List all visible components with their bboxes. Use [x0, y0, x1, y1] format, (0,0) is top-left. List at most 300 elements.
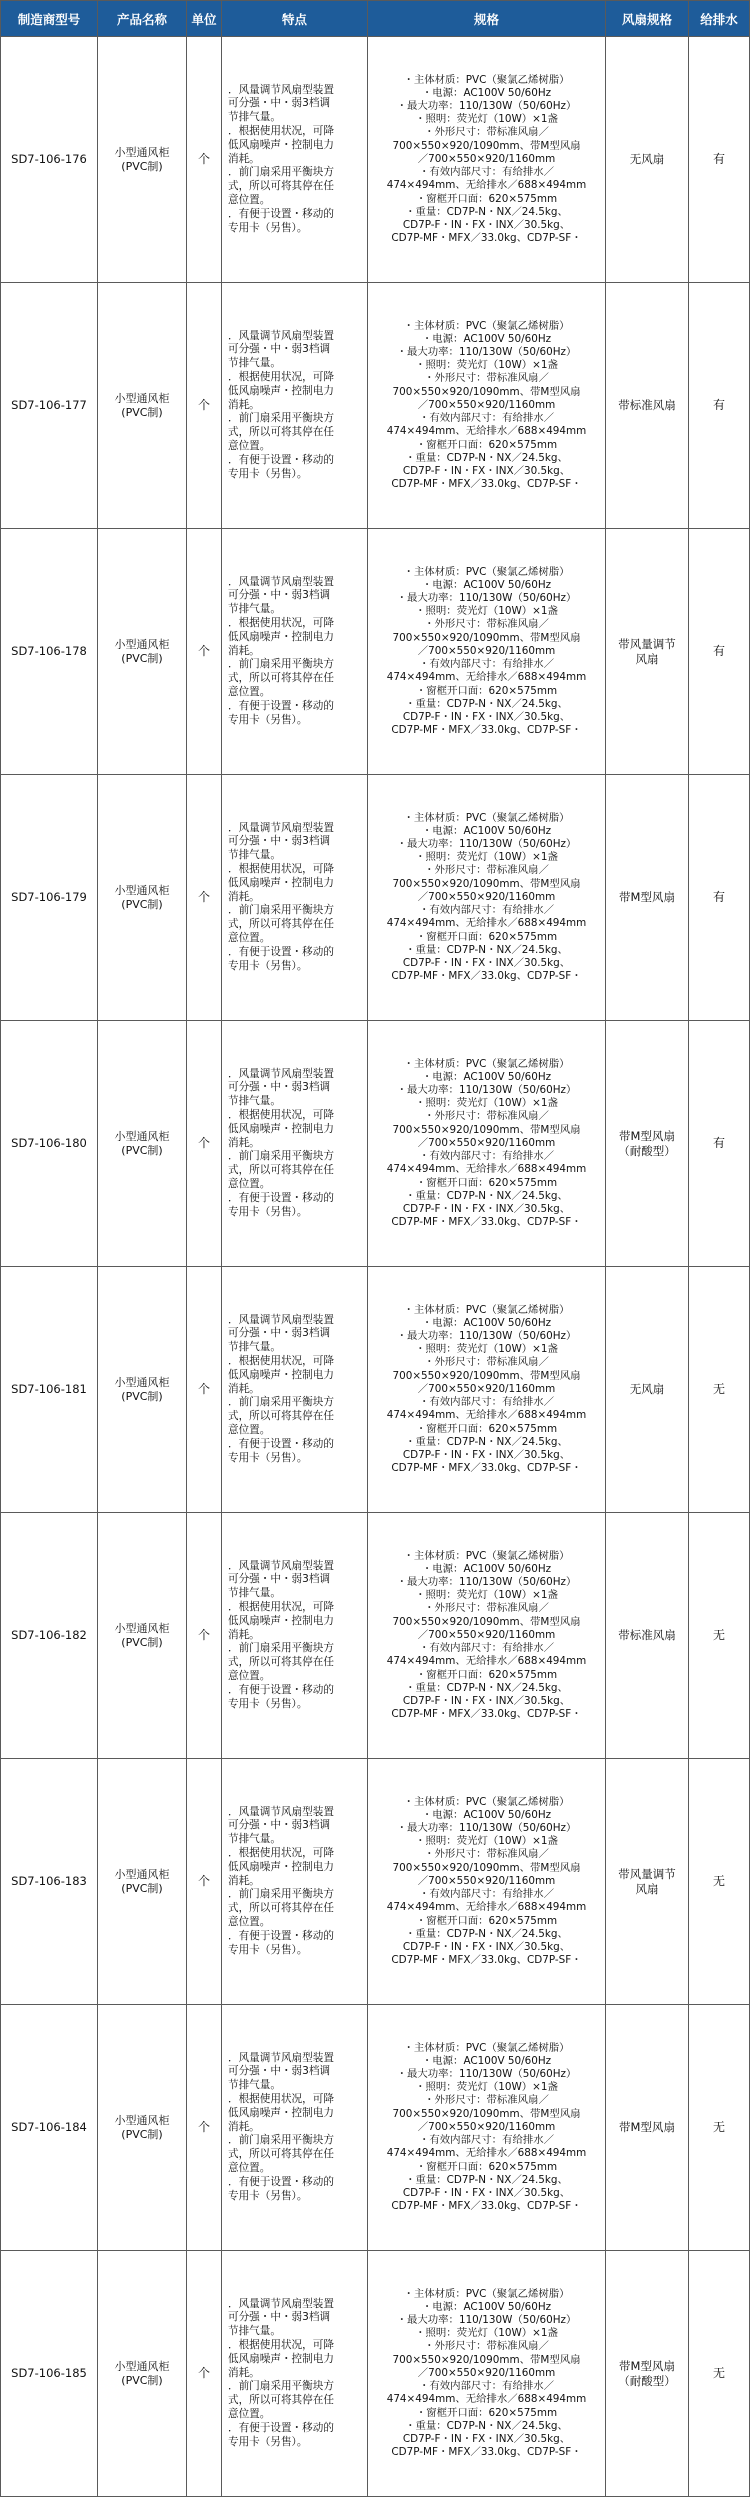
fan-spec-cell: [606, 2005, 689, 2251]
fan-spec-cell: [606, 1021, 689, 1267]
feature-line: 节排气量。: [228, 849, 281, 862]
feature-line: 可分强・中・弱3档调: [228, 97, 331, 110]
spec-line: ・电源：AC100V 50/60Hz: [421, 824, 552, 837]
spec-line: ・电源：AC100V 50/60Hz: [421, 1808, 552, 1821]
spec-line: ・外形尺寸：带标准风扇／: [424, 2094, 549, 2107]
feature-line: 专用卡（另售）。: [228, 1205, 308, 1218]
spec-line: CD7P-MF・MFX／33.0kg、CD7P-SF・: [391, 724, 582, 737]
features-cell: [222, 2005, 368, 2251]
spec-line: ・电源：AC100V 50/60Hz: [421, 1562, 552, 1575]
spec-line: 474×494mm、无给排水／688×494mm: [386, 1901, 587, 1914]
spec-line: ・最大功率：110/130W（50/60Hz）: [396, 1084, 577, 1097]
unit-cell: 个: [187, 2251, 222, 2497]
spec-line: ／700×550×920/1160mm: [417, 152, 556, 165]
feature-line: 低风扇噪声・控制电力: [228, 2106, 334, 2119]
spec-line: ・有效内部尺寸：有给排水／: [418, 2380, 555, 2393]
features-cell: [222, 2251, 368, 2497]
feature-line: ．根据使用状况，可降: [228, 1109, 334, 1121]
fan-spec-cell: [606, 1759, 689, 2005]
spec-line: ・电源：AC100V 50/60Hz: [421, 1070, 552, 1083]
spec-line: 474×494mm、无给排水／688×494mm: [386, 671, 587, 684]
feature-line: 消耗。: [228, 890, 260, 903]
model-cell: SD7-106-184: [1, 2005, 98, 2251]
spec-line: ／700×550×920/1160mm: [417, 2120, 556, 2133]
spec-line: ・有效内部尺寸：有给排水／: [418, 658, 555, 671]
model-cell: SD7-106-179: [1, 775, 98, 1021]
feature-line: ．前门扇采用平衡块方: [228, 1150, 334, 1163]
spec-line: ／700×550×920/1160mm: [417, 1382, 556, 1395]
spec-line: ・主体材质：PVC（聚氯乙烯树脂）: [403, 1795, 570, 1808]
unit-cell: 个: [187, 1759, 222, 2005]
specs-cell: [368, 775, 606, 1021]
spec-line: 474×494mm、无给排水／688×494mm: [386, 1655, 587, 1668]
header-unit: 单位: [187, 1, 222, 37]
unit-cell: 个: [187, 1021, 222, 1267]
specs-cell: [368, 37, 606, 283]
fan-spec-cell: [606, 1513, 689, 1759]
drain-cell: 无: [689, 2005, 750, 2251]
fan-spec-cell: [606, 283, 689, 529]
spec-line: ・电源：AC100V 50/60Hz: [421, 2300, 552, 2313]
model-cell: SD7-106-178: [1, 529, 98, 775]
spec-line: ・重量：CD7P-N・NX／24.5kg、: [405, 1927, 568, 1940]
spec-line: ・主体材质：PVC（聚氯乙烯树脂）: [403, 1303, 570, 1316]
spec-line: ・窗框开口面：620×575mm: [415, 930, 558, 943]
fan-spec-line: 带风量调节: [618, 636, 676, 651]
product-name-cell: [98, 2251, 187, 2497]
spec-line: ・有效内部尺寸：有给排水／: [418, 1396, 555, 1409]
product-name-line: (PVC制): [121, 2127, 163, 2141]
feature-line: ．有便于设置・移动的: [228, 2421, 334, 2434]
spec-line: ・有效内部尺寸：有给排水／: [418, 166, 555, 179]
feature-line: 式，所以可将其停在任: [228, 672, 334, 685]
spec-line: ／700×550×920/1160mm: [417, 398, 556, 411]
feature-line: 意位置。: [228, 1423, 271, 1436]
product-name-line: 小型通风柜: [114, 391, 170, 405]
spec-line: CD7P-MF・MFX／33.0kg、CD7P-SF・: [391, 970, 582, 983]
spec-line: 474×494mm、无给排水／688×494mm: [386, 1163, 587, 1176]
feature-line: ．根据使用状况，可降: [228, 617, 334, 629]
features-cell: [222, 37, 368, 283]
spec-line: CD7P-MF・MFX／33.0kg、CD7P-SF・: [391, 1954, 582, 1967]
spec-line: CD7P-MF・MFX／33.0kg、CD7P-SF・: [391, 478, 582, 491]
spec-line: ・外形尺寸：带标准风扇／: [424, 126, 549, 139]
feature-line: 可分强・中・弱3档调: [228, 1819, 331, 1832]
spec-line: CD7P-F・IN・FX・INX／30.5kg、: [402, 710, 571, 723]
table-header-row: [1, 1, 750, 37]
product-name-line: 小型通风柜: [114, 1375, 170, 1389]
spec-line: ／700×550×920/1160mm: [417, 1628, 556, 1641]
feature-line: 消耗。: [228, 152, 260, 165]
product-name-line: 小型通风柜: [114, 1867, 170, 1881]
spec-line: 700×550×920/1090mm、带M型风扇: [392, 385, 581, 398]
spec-line: ・窗框开口面：620×575mm: [415, 438, 558, 451]
feature-line: 消耗。: [228, 1136, 260, 1149]
spec-line: ・有效内部尺寸：有给排水／: [418, 1888, 555, 1901]
product-name-line: 小型通风柜: [114, 1621, 170, 1635]
feature-line: ．前门扇采用平衡块方: [228, 1642, 334, 1655]
product-name-cell: [98, 1267, 187, 1513]
fan-spec-line: 带M型风扇: [619, 890, 675, 904]
feature-line: 低风扇噪声・控制电力: [228, 1368, 334, 1381]
product-name-line: (PVC制): [121, 897, 163, 911]
feature-line: 意位置。: [228, 2161, 271, 2174]
spec-line: CD7P-F・IN・FX・INX／30.5kg、: [402, 218, 571, 231]
model-cell: SD7-106-176: [1, 37, 98, 283]
feature-line: ．前门扇采用平衡块方: [228, 412, 334, 425]
spec-line: CD7P-F・IN・FX・INX／30.5kg、: [402, 2186, 571, 2199]
spec-line: ・最大功率：110/130W（50/60Hz）: [396, 2068, 577, 2081]
product-name-line: (PVC制): [121, 651, 163, 665]
spec-line: 700×550×920/1090mm、带M型风扇: [392, 1123, 581, 1136]
spec-line: CD7P-MF・MFX／33.0kg、CD7P-SF・: [391, 232, 582, 245]
feature-line: 节排气量。: [228, 603, 281, 616]
spec-line: CD7P-MF・MFX／33.0kg、CD7P-SF・: [391, 1708, 582, 1721]
spec-line: ・窗框开口面：620×575mm: [415, 2406, 558, 2419]
feature-line: 消耗。: [228, 398, 260, 411]
unit-cell: 个: [187, 1513, 222, 1759]
feature-line: ．风量调节风扇型装置: [228, 2297, 334, 2310]
feature-line: 式，所以可将其停在任: [228, 1164, 334, 1177]
feature-line: ．根据使用状况，可降: [228, 2093, 334, 2105]
spec-line: ・重量：CD7P-N・NX／24.5kg、: [405, 205, 568, 218]
product-name-line: (PVC制): [121, 1389, 163, 1403]
spec-line: ・窗框开口面：620×575mm: [415, 1176, 558, 1189]
product-name-line: 小型通风柜: [114, 637, 170, 651]
model-cell: SD7-106-181: [1, 1267, 98, 1513]
feature-line: 消耗。: [228, 1628, 260, 1641]
spec-line: ／700×550×920/1160mm: [417, 890, 556, 903]
feature-line: ．有便于设置・移动的: [228, 699, 334, 712]
spec-line: 474×494mm、无给排水／688×494mm: [386, 2393, 587, 2406]
feature-line: 节排气量。: [228, 1341, 281, 1354]
feature-line: 消耗。: [228, 2366, 260, 2379]
feature-line: 低风扇噪声・控制电力: [228, 384, 334, 397]
model-cell: SD7-106-177: [1, 283, 98, 529]
spec-line: ・重量：CD7P-N・NX／24.5kg、: [405, 451, 568, 464]
header-drain: 给排水: [689, 1, 750, 37]
features-cell: [222, 1267, 368, 1513]
spec-line: ・重量：CD7P-N・NX／24.5kg、: [405, 2419, 568, 2432]
spec-line: ・最大功率：110/130W（50/60Hz）: [396, 2314, 577, 2327]
spec-line: ・最大功率：110/130W（50/60Hz）: [396, 838, 577, 851]
feature-line: ．前门扇采用平衡块方: [228, 1396, 334, 1409]
spec-line: ・最大功率：110/130W（50/60Hz）: [396, 592, 577, 605]
drain-cell: 无: [689, 1267, 750, 1513]
spec-line: ・最大功率：110/130W（50/60Hz）: [396, 100, 577, 113]
product-name-line: (PVC制): [121, 1635, 163, 1649]
spec-line: ・电源：AC100V 50/60Hz: [421, 1316, 552, 1329]
table-row: [1, 283, 750, 529]
table-row: [1, 1021, 750, 1267]
feature-line: 可分强・中・弱3档调: [228, 1573, 331, 1586]
feature-line: 专用卡（另售）。: [228, 467, 308, 480]
model-cell: SD7-106-182: [1, 1513, 98, 1759]
specs-cell: [368, 1021, 606, 1267]
spec-line: ・重量：CD7P-N・NX／24.5kg、: [405, 2173, 568, 2186]
feature-line: 可分强・中・弱3档调: [228, 589, 331, 602]
spec-line: CD7P-F・IN・FX・INX／30.5kg、: [402, 1940, 571, 1953]
spec-line: ・电源：AC100V 50/60Hz: [421, 332, 552, 345]
feature-line: 节排气量。: [228, 111, 281, 124]
feature-line: ．前门扇采用平衡块方: [228, 2380, 334, 2393]
spec-line: ・有效内部尺寸：有给排水／: [418, 1642, 555, 1655]
feature-line: 专用卡（另售）。: [228, 1451, 308, 1464]
spec-line: ・窗框开口面：620×575mm: [415, 1422, 558, 1435]
feature-line: 消耗。: [228, 1382, 260, 1395]
product-name-cell: [98, 283, 187, 529]
spec-line: ・外形尺寸：带标准风扇／: [424, 372, 549, 385]
drain-cell: 无: [689, 1759, 750, 2005]
spec-line: ・窗框开口面：620×575mm: [415, 2160, 558, 2173]
feature-line: ．有便于设置・移动的: [228, 945, 334, 958]
specs-cell: [368, 1759, 606, 2005]
features-cell: [222, 1759, 368, 2005]
drain-cell: 无: [689, 1513, 750, 1759]
drain-cell: 有: [689, 529, 750, 775]
spec-line: ／700×550×920/1160mm: [417, 1874, 556, 1887]
feature-line: 低风扇噪声・控制电力: [228, 1860, 334, 1873]
drain-cell: 有: [689, 283, 750, 529]
product-name-cell: [98, 37, 187, 283]
feature-line: ．前门扇采用平衡块方: [228, 1888, 334, 1901]
fan-spec-line: 风扇: [635, 651, 659, 666]
feature-line: ．根据使用状况，可降: [228, 1601, 334, 1613]
spec-line: ・重量：CD7P-N・NX／24.5kg、: [405, 697, 568, 710]
table-row: [1, 1267, 750, 1513]
spec-line: ・窗框开口面：620×575mm: [415, 192, 558, 205]
spec-line: CD7P-F・IN・FX・INX／30.5kg、: [402, 464, 571, 477]
model-cell: SD7-106-180: [1, 1021, 98, 1267]
feature-line: 节排气量。: [228, 1833, 281, 1846]
spec-line: ・照明：荧光灯（10W）×1盏: [415, 2081, 558, 2094]
unit-cell: 个: [187, 775, 222, 1021]
feature-line: ．风量调节风扇型装置: [228, 1805, 334, 1818]
spec-line: ／700×550×920/1160mm: [417, 1136, 556, 1149]
feature-line: 意位置。: [228, 685, 271, 698]
drain-cell: 有: [689, 775, 750, 1021]
spec-line: ・照明：荧光灯（10W）×1盏: [415, 1589, 558, 1602]
feature-line: ．风量调节风扇型装置: [228, 1559, 334, 1572]
spec-line: CD7P-F・IN・FX・INX／30.5kg、: [402, 1202, 571, 1215]
product-name-cell: [98, 1513, 187, 1759]
spec-line: ・照明：荧光灯（10W）×1盏: [415, 1343, 558, 1356]
spec-line: ・主体材质：PVC（聚氯乙烯树脂）: [403, 1057, 570, 1070]
spec-line: ・外形尺寸：带标准风扇／: [424, 1848, 549, 1861]
spec-line: ・窗框开口面：620×575mm: [415, 684, 558, 697]
feature-line: 可分强・中・弱3档调: [228, 2311, 331, 2324]
fan-spec-cell: [606, 529, 689, 775]
feature-line: 式，所以可将其停在任: [228, 180, 334, 193]
spec-line: ・最大功率：110/130W（50/60Hz）: [396, 346, 577, 359]
spec-line: ・有效内部尺寸：有给排水／: [418, 412, 555, 425]
product-name-line: (PVC制): [121, 1143, 163, 1157]
spec-line: ・最大功率：110/130W（50/60Hz）: [396, 1576, 577, 1589]
feature-line: ．前门扇采用平衡块方: [228, 2134, 334, 2147]
product-name-cell: [98, 1759, 187, 2005]
feature-line: ．前门扇采用平衡块方: [228, 658, 334, 671]
fan-spec-line: 带标准风扇: [618, 398, 676, 412]
features-cell: [222, 529, 368, 775]
product-name-line: 小型通风柜: [114, 1129, 170, 1143]
unit-cell: 个: [187, 2005, 222, 2251]
spec-line: ・有效内部尺寸：有给排水／: [418, 1150, 555, 1163]
feature-line: 意位置。: [228, 931, 271, 944]
feature-line: ．有便于设置・移动的: [228, 1929, 334, 1942]
feature-line: 可分强・中・弱3档调: [228, 835, 331, 848]
feature-line: 式，所以可将其停在任: [228, 918, 334, 931]
spec-line: 700×550×920/1090mm、带M型风扇: [392, 1615, 581, 1628]
fan-spec-cell: [606, 775, 689, 1021]
feature-line: ．前门扇采用平衡块方: [228, 166, 334, 179]
feature-line: 低风扇噪声・控制电力: [228, 1122, 334, 1135]
features-cell: [222, 1021, 368, 1267]
spec-line: ・窗框开口面：620×575mm: [415, 1668, 558, 1681]
feature-line: ．前门扇采用平衡块方: [228, 904, 334, 917]
spec-line: ・重量：CD7P-N・NX／24.5kg、: [405, 943, 568, 956]
feature-line: ．有便于设置・移动的: [228, 1191, 334, 1204]
specs-cell: [368, 2251, 606, 2497]
spec-line: ・外形尺寸：带标准风扇／: [424, 618, 549, 631]
feature-line: 低风扇噪声・控制电力: [228, 138, 334, 151]
fan-spec-line: 无风扇: [629, 1382, 665, 1396]
product-name-line: 小型通风柜: [114, 145, 170, 159]
spec-line: 700×550×920/1090mm、带M型风扇: [392, 1861, 581, 1874]
specs-cell: [368, 529, 606, 775]
spec-line: ・最大功率：110/130W（50/60Hz）: [396, 1822, 577, 1835]
spec-line: ・外形尺寸：带标准风扇／: [424, 1356, 549, 1369]
spec-line: 700×550×920/1090mm、带M型风扇: [392, 2107, 581, 2120]
unit-cell: 个: [187, 1267, 222, 1513]
drain-cell: 有: [689, 1021, 750, 1267]
spec-line: ・主体材质：PVC（聚氯乙烯树脂）: [403, 2287, 570, 2300]
feature-line: ．风量调节风扇型装置: [228, 575, 334, 588]
feature-line: 消耗。: [228, 2120, 260, 2133]
spec-line: ・电源：AC100V 50/60Hz: [421, 2054, 552, 2067]
header-model: 制造商型号: [1, 1, 98, 37]
unit-cell: 个: [187, 37, 222, 283]
spec-line: ・外形尺寸：带标准风扇／: [424, 2340, 549, 2353]
spec-line: ・外形尺寸：带标准风扇／: [424, 1110, 549, 1123]
header-features: 特点: [222, 1, 368, 37]
feature-line: 低风扇噪声・控制电力: [228, 876, 334, 889]
spec-line: ・主体材质：PVC（聚氯乙烯树脂）: [403, 73, 570, 86]
feature-line: ．有便于设置・移动的: [228, 453, 334, 466]
feature-line: 专用卡（另售）。: [228, 959, 308, 972]
spec-line: CD7P-F・IN・FX・INX／30.5kg、: [402, 1694, 571, 1707]
feature-line: 消耗。: [228, 644, 260, 657]
product-name-line: 小型通风柜: [114, 883, 170, 897]
fan-spec-line: 无风扇: [629, 152, 665, 166]
table-row: [1, 37, 750, 283]
spec-line: 700×550×920/1090mm、带M型风扇: [392, 2353, 581, 2366]
feature-line: ．有便于设置・移动的: [228, 1683, 334, 1696]
spec-line: ・主体材质：PVC（聚氯乙烯树脂）: [403, 319, 570, 332]
spec-line: ・最大功率：110/130W（50/60Hz）: [396, 1330, 577, 1343]
fan-spec-line: 带风量调节: [618, 1866, 676, 1881]
feature-line: 可分强・中・弱3档调: [228, 2065, 331, 2078]
feature-line: 可分强・中・弱3档调: [228, 343, 331, 356]
spec-line: ・照明：荧光灯（10W）×1盏: [415, 851, 558, 864]
specs-cell: [368, 2005, 606, 2251]
table-row: [1, 775, 750, 1021]
feature-line: ．有便于设置・移动的: [228, 2175, 334, 2188]
fan-spec-line: （耐酸型）: [618, 1143, 676, 1158]
feature-line: ．根据使用状况，可降: [228, 1355, 334, 1367]
spec-line: ・窗框开口面：620×575mm: [415, 1914, 558, 1927]
feature-line: 式，所以可将其停在任: [228, 426, 334, 439]
feature-line: ．风量调节风扇型装置: [228, 1313, 334, 1326]
product-name-cell: [98, 1021, 187, 1267]
spec-line: ／700×550×920/1160mm: [417, 644, 556, 657]
feature-line: 低风扇噪声・控制电力: [228, 1614, 334, 1627]
spec-line: ・照明：荧光灯（10W）×1盏: [415, 1835, 558, 1848]
product-name-line: (PVC制): [121, 405, 163, 419]
features-cell: [222, 775, 368, 1021]
feature-line: 低风扇噪声・控制电力: [228, 630, 334, 643]
drain-cell: 无: [689, 2251, 750, 2497]
table-body: [1, 37, 750, 2497]
spec-line: CD7P-MF・MFX／33.0kg、CD7P-SF・: [391, 1462, 582, 1475]
spec-line: 474×494mm、无给排水／688×494mm: [386, 1409, 587, 1422]
specs-cell: [368, 1513, 606, 1759]
fan-spec-line: 带M型风扇: [619, 2358, 675, 2373]
feature-line: ．根据使用状况，可降: [228, 125, 334, 137]
spec-line: ／700×550×920/1160mm: [417, 2366, 556, 2379]
features-cell: [222, 1513, 368, 1759]
spec-line: 474×494mm、无给排水／688×494mm: [386, 917, 587, 930]
fan-spec-line: 带M型风扇: [619, 2120, 675, 2134]
spec-line: ・外形尺寸：带标准风扇／: [424, 1602, 549, 1615]
feature-line: 节排气量。: [228, 1095, 281, 1108]
feature-line: 专用卡（另售）。: [228, 1943, 308, 1956]
header-specs: 规格: [368, 1, 606, 37]
feature-line: 消耗。: [228, 1874, 260, 1887]
spec-line: 700×550×920/1090mm、带M型风扇: [392, 877, 581, 890]
specs-cell: [368, 1267, 606, 1513]
product-name-line: (PVC制): [121, 1881, 163, 1895]
table-row: [1, 2251, 750, 2497]
fan-spec-cell: [606, 37, 689, 283]
feature-line: 式，所以可将其停在任: [228, 1902, 334, 1915]
feature-line: 意位置。: [228, 1177, 271, 1190]
feature-line: ．风量调节风扇型装置: [228, 83, 334, 96]
table-row: [1, 2005, 750, 2251]
spec-line: ・主体材质：PVC（聚氯乙烯树脂）: [403, 1549, 570, 1562]
specs-cell: [368, 283, 606, 529]
feature-line: 式，所以可将其停在任: [228, 1656, 334, 1669]
product-name-line: 小型通风柜: [114, 2359, 170, 2373]
spec-line: 700×550×920/1090mm、带M型风扇: [392, 631, 581, 644]
unit-cell: 个: [187, 529, 222, 775]
fan-spec-cell: [606, 1267, 689, 1513]
feature-line: 式，所以可将其停在任: [228, 1410, 334, 1423]
feature-line: 可分强・中・弱3档调: [228, 1327, 331, 1340]
table-row: [1, 1513, 750, 1759]
feature-line: ．根据使用状况，可降: [228, 2339, 334, 2351]
feature-line: 意位置。: [228, 439, 271, 452]
features-cell: [222, 283, 368, 529]
product-name-line: (PVC制): [121, 159, 163, 173]
feature-line: 专用卡（另售）。: [228, 2189, 308, 2202]
feature-line: ．风量调节风扇型装置: [228, 2051, 334, 2064]
spec-line: CD7P-MF・MFX／33.0kg、CD7P-SF・: [391, 2446, 582, 2459]
product-name-line: (PVC制): [121, 2373, 163, 2387]
model-cell: SD7-106-183: [1, 1759, 98, 2005]
fan-spec-line: 带M型风扇: [619, 1128, 675, 1143]
feature-line: ．风量调节风扇型装置: [228, 1067, 334, 1080]
feature-line: 节排气量。: [228, 2079, 281, 2092]
